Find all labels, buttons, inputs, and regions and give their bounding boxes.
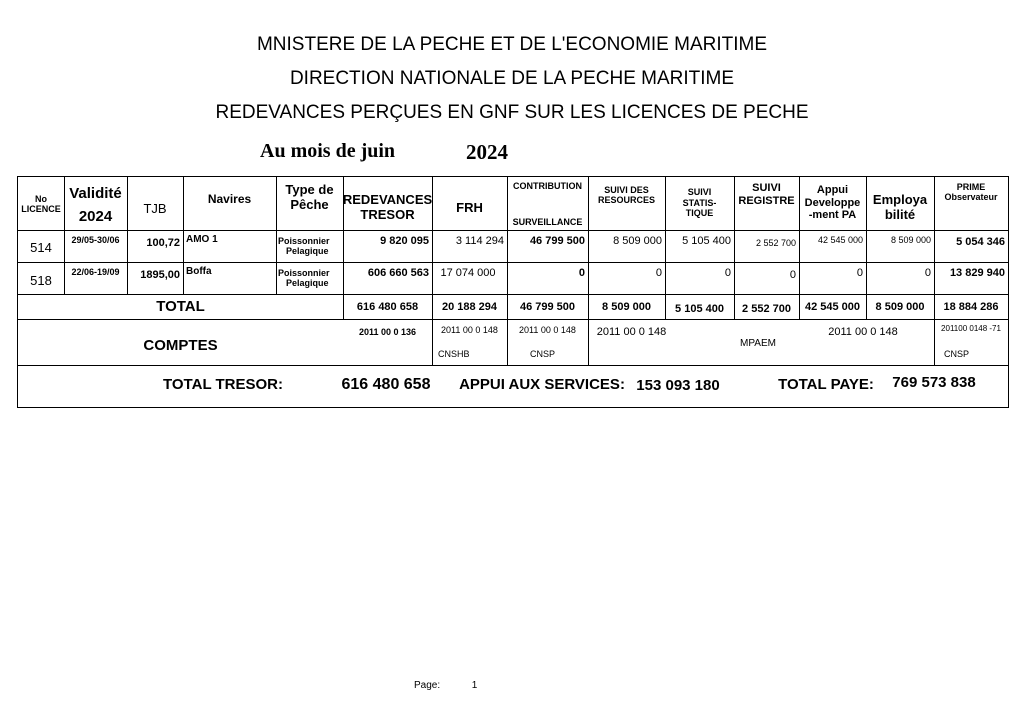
table-cell-prime: 13 829 940 — [949, 266, 1005, 279]
total-label: TOTAL — [156, 298, 205, 316]
table-cell-prime: 5 054 346 — [956, 235, 1005, 248]
header-prime-observateur: PRIME Observateur — [944, 181, 998, 202]
table-cell-redevances: 9 820 095 — [380, 234, 429, 247]
appui-services-label: APPUI AUX SERVICES: — [459, 376, 625, 394]
header-validite: Validité 2024 — [69, 184, 122, 225]
table-cell-suivi-statistique: 0 — [724, 266, 731, 279]
report-year: 2024 — [466, 140, 508, 164]
total-tresor-label: TOTAL TRESOR: — [163, 376, 283, 394]
direction-title: DIRECTION NATIONALE DE LA PECHE MARITIME — [289, 68, 735, 89]
comptes-redevances-account: 2011 00 0 136 — [358, 326, 417, 337]
page-indicator — [414, 680, 477, 691]
total-employabilite: 8 509 000 — [875, 300, 925, 313]
licence-fees-table — [17, 176, 1009, 408]
total-prime: 18 884 286 — [943, 300, 999, 313]
report-title: REDEVANCES PERÇUES EN GNF SUR LES LICENCES DE PECHE — [215, 102, 809, 123]
table-cell-appui: 0 — [856, 266, 863, 279]
table-cell-navire: Boffa — [186, 266, 212, 278]
table-cell-licence: 518 — [30, 272, 52, 288]
table-cell-type-peche: Poissonnier Pelagique — [278, 235, 330, 256]
table-cell-tjb: 100,72 — [146, 236, 180, 249]
table-cell-redevances: 606 660 563 — [367, 266, 429, 279]
total-contribution: 46 799 500 — [519, 300, 576, 313]
comptes-mpaem-org: MPAEM — [740, 338, 776, 350]
comptes-contribution-account: 2011 00 0 148 — [519, 324, 576, 335]
row-divider — [18, 294, 1008, 295]
comptes-frh-account: 2011 00 0 148 — [441, 324, 498, 335]
total-paye-value: 769 573 838 — [892, 374, 976, 392]
table-cell-frh: 3 114 294 — [455, 234, 504, 247]
table-cell-employabilite: 8 509 000 — [890, 234, 931, 245]
comptes-frh-org: CNSHB — [438, 348, 470, 359]
table-cell-tjb: 1895,00 — [140, 268, 180, 281]
header-suivi-registre: SUIVI REGISTRE — [738, 182, 795, 207]
total-redevances: 616 480 658 — [356, 300, 419, 313]
page-number: 1 — [471, 680, 478, 691]
total-appui: 42 545 000 — [804, 300, 861, 313]
comptes-contribution-org: CNSP — [530, 348, 556, 359]
header-redevances: REDEVANCES TRESOR — [342, 192, 433, 222]
header-navires: Navires — [207, 192, 252, 207]
table-cell-suivi-registre: 2 552 700 — [755, 237, 796, 248]
table-cell-navire: AMO 1 — [186, 234, 218, 246]
table-cell-licence: 514 — [30, 239, 52, 255]
table-cell-suivi-resources: 0 — [655, 266, 662, 279]
row-divider — [18, 365, 1008, 366]
table-cell-validite: 29/05-30/06 — [71, 234, 120, 245]
total-paye-label: TOTAL PAYE: — [778, 376, 874, 394]
header-tjb: TJB — [143, 200, 167, 216]
table-cell-type-peche: Poissonnier Pelagique — [278, 267, 330, 288]
appui-services-value: 153 093 180 — [636, 377, 720, 395]
header-employabilite: Employa bilité — [872, 192, 928, 222]
comptes-prime-account: 201100 0148 -71 — [941, 324, 1001, 334]
comptes-prime-org: CNSP — [944, 348, 970, 359]
header-appui-developpement: Appui Developpe -ment PA — [804, 184, 861, 222]
table-cell-suivi-registre: 0 — [789, 268, 796, 281]
table-cell-appui: 42 545 000 — [817, 234, 863, 245]
header-suivi-resources: SUIVI DES RESOURCES — [597, 184, 655, 205]
table-cell-suivi-resources: 8 509 000 — [613, 234, 662, 247]
row-divider — [18, 319, 1008, 320]
table-cell-employabilite: 0 — [924, 266, 931, 279]
header-frh: FRH — [456, 199, 483, 215]
comptes-suivi-account: 2011 00 0 148 — [596, 325, 667, 338]
table-cell-contribution: 0 — [578, 266, 585, 279]
header-suivi-statistique: SUIVI STATIS- TIQUE — [682, 187, 717, 219]
row-divider — [18, 262, 1008, 263]
header-no-licence: No LICENCE — [21, 193, 61, 214]
total-suivi-statistique: 5 105 400 — [675, 302, 724, 315]
header-type-peche: Type de Pêche — [285, 182, 334, 212]
total-suivi-registre: 2 552 700 — [742, 302, 791, 315]
total-suivi-resources: 8 509 000 — [602, 300, 651, 313]
comptes-mpaem-account: 2011 00 0 148 — [828, 325, 898, 338]
header-contribution: CONTRIBUTION SURVEILLANCE — [512, 181, 583, 227]
table-cell-frh: 17 074 000 — [440, 266, 496, 279]
page-label: Page: — [414, 680, 441, 691]
ministry-title: MNISTERE DE LA PECHE ET DE L'ECONOMIE MARITIME — [256, 34, 768, 55]
table-cell-suivi-statistique: 5 105 400 — [682, 234, 731, 247]
table-cell-validite: 22/06-19/09 — [71, 266, 120, 277]
comptes-label: COMPTES — [143, 337, 218, 355]
total-frh: 20 188 294 — [441, 300, 498, 313]
table-cell-contribution: 46 799 500 — [529, 234, 585, 247]
total-tresor-value: 616 480 658 — [341, 375, 431, 393]
report-month: Au mois de juin — [260, 140, 396, 162]
row-divider — [18, 230, 1008, 231]
